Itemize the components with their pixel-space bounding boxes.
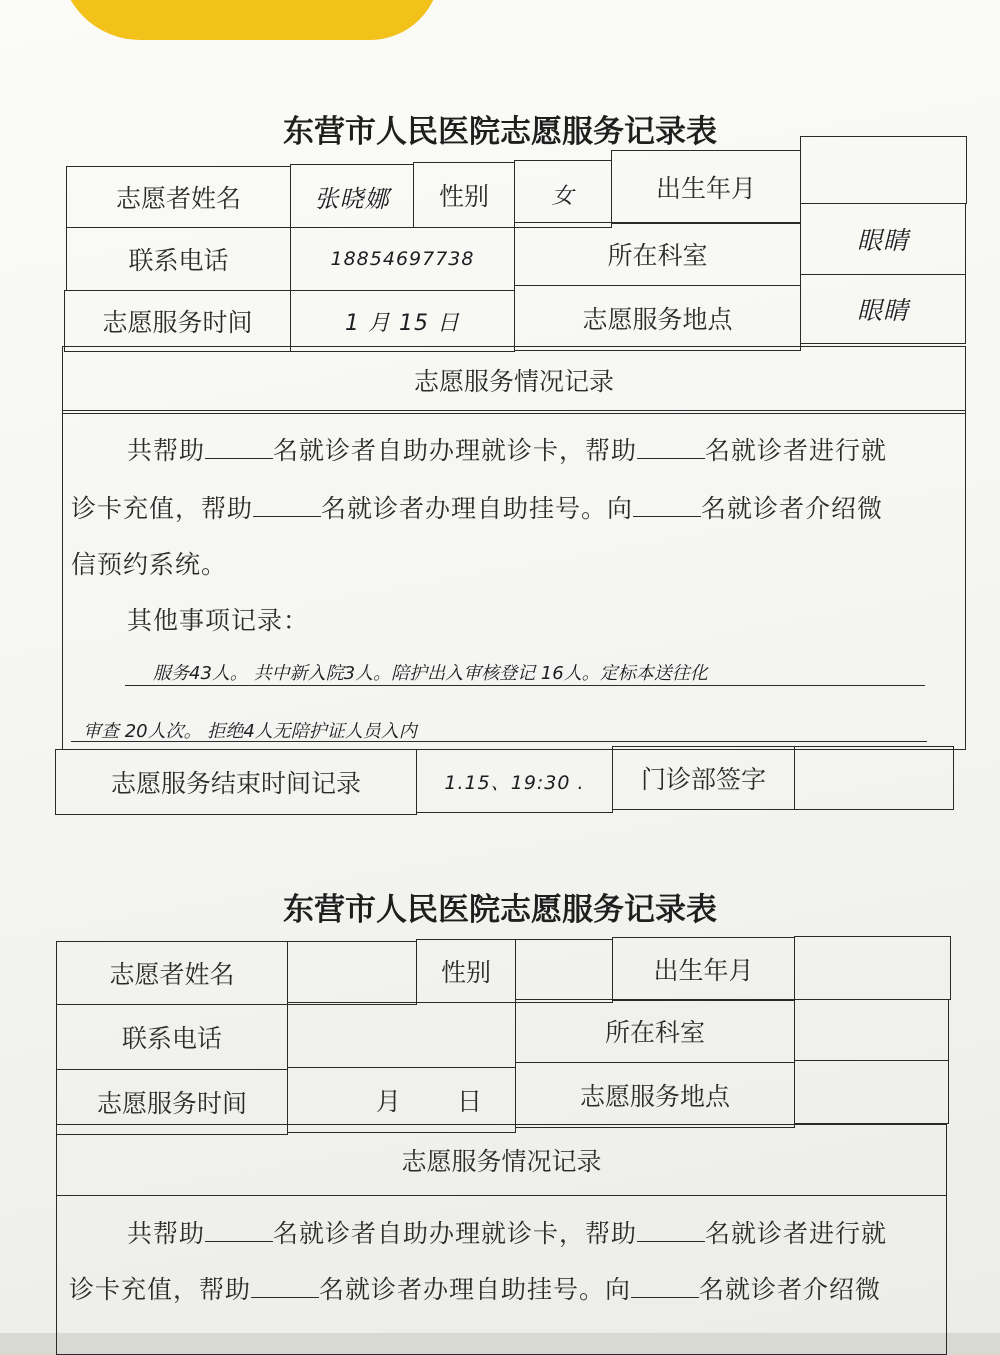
blank-field[interactable] bbox=[631, 1272, 699, 1298]
form2-title: 东营市人民医院志愿服务记录表 bbox=[283, 892, 717, 928]
blank-field[interactable] bbox=[251, 1272, 319, 1298]
form2-place-label: 志愿服务地点 bbox=[515, 1062, 795, 1128]
form2-birth-value[interactable] bbox=[794, 936, 951, 1000]
blank-field[interactable] bbox=[633, 491, 701, 517]
form1-phone-value: 18854697738 bbox=[290, 227, 515, 291]
form2-phone-value[interactable] bbox=[287, 1002, 516, 1068]
form2-name-label: 志愿者姓名 bbox=[56, 941, 288, 1005]
form1-sign-label: 门诊部签字 bbox=[612, 746, 795, 810]
form2-name-value[interactable] bbox=[287, 941, 417, 1005]
form1-birth-value bbox=[800, 136, 967, 204]
form2-line2-a: 诊卡充值，帮助 bbox=[69, 1275, 252, 1304]
form2-line1 bbox=[127, 1214, 887, 1250]
form1-record-body bbox=[62, 410, 966, 750]
form1-dept-label: 所在科室 bbox=[514, 222, 801, 286]
form1-line2-b: 名就诊者办理自助挂号。向 bbox=[321, 494, 634, 523]
form2-dept-value[interactable] bbox=[794, 999, 949, 1061]
form2-gender-value[interactable] bbox=[515, 939, 613, 1003]
form2-dept-label: 所在科室 bbox=[515, 999, 795, 1063]
blank-field[interactable] bbox=[253, 491, 321, 517]
form1-gender-label: 性别 bbox=[413, 162, 515, 228]
form2-record-header: 志愿服务情况记录 bbox=[56, 1124, 947, 1196]
form1-line2-a: 诊卡充值，帮助 bbox=[71, 494, 254, 523]
blank-field[interactable] bbox=[637, 433, 705, 459]
form2-phone-label: 联系电话 bbox=[56, 1004, 288, 1070]
form1-title: 东营市人民医院志愿服务记录表 bbox=[283, 114, 717, 150]
form1-phone-label: 联系电话 bbox=[66, 227, 291, 291]
form1-end-label: 志愿服务结束时间记录 bbox=[55, 749, 417, 815]
blank-field[interactable] bbox=[205, 1216, 273, 1242]
form1-line2 bbox=[71, 489, 883, 525]
form2-time-month: 月 bbox=[376, 1087, 402, 1116]
form1-line2-c: 名就诊者介绍微 bbox=[701, 494, 884, 523]
form1-other-note1: 服务43人。 共中新入院3人。陪护出入审核登记 16人。定标本送往化 bbox=[153, 663, 708, 684]
form1-name-label: 志愿者姓名 bbox=[66, 166, 291, 228]
form2-time-day: 日 bbox=[457, 1087, 483, 1116]
form1-dept-value: 眼睛 bbox=[800, 203, 966, 275]
blank-field[interactable] bbox=[637, 1216, 705, 1242]
form2-line2-b: 名就诊者办理自助挂号。向 bbox=[319, 1275, 632, 1304]
form1-line1 bbox=[127, 431, 887, 467]
form1-time-value: 1 月 15 日 bbox=[290, 290, 515, 352]
form1-record-header: 志愿服务情况记录 bbox=[62, 346, 966, 414]
note-underline bbox=[125, 685, 925, 686]
form1-sign-value bbox=[794, 746, 954, 810]
form1-line1-a: 共帮助 bbox=[127, 436, 206, 465]
form2-line2-c: 名就诊者介绍微 bbox=[699, 1275, 882, 1304]
form1-other-label: 其他事项记录： bbox=[127, 606, 310, 635]
form2-birth-label: 出生年月 bbox=[612, 937, 795, 1001]
form1-place-value: 眼睛 bbox=[800, 274, 966, 344]
form1-time-label: 志愿服务时间 bbox=[64, 290, 291, 352]
form2-line1-a: 共帮助 bbox=[127, 1219, 206, 1248]
form1-gender-value: 女 bbox=[514, 160, 612, 228]
form2-line2 bbox=[69, 1270, 881, 1306]
form1-name-value: 张晓娜 bbox=[290, 164, 414, 228]
form2-time-label: 志愿服务时间 bbox=[56, 1069, 288, 1135]
blank-field[interactable] bbox=[205, 433, 273, 459]
form1-line1-c: 名就诊者进行就 bbox=[705, 436, 888, 465]
form1-birth-label: 出生年月 bbox=[611, 150, 801, 224]
yellow-decoration bbox=[60, 0, 440, 40]
form2-record-body bbox=[56, 1195, 947, 1355]
note-underline bbox=[71, 741, 927, 742]
form1-line3: 信预约系统。 bbox=[71, 550, 228, 579]
form2-place-value[interactable] bbox=[794, 1060, 949, 1124]
form2-line1-c: 名就诊者进行就 bbox=[705, 1219, 888, 1248]
form1-end-value: 1.15、19:30 . bbox=[416, 749, 613, 813]
form2-gender-label: 性别 bbox=[416, 939, 516, 1003]
form1-line1-b: 名就诊者自助办理就诊卡，帮助 bbox=[273, 436, 638, 465]
form1-other-note2: 审查 20人次。 拒绝4人无陪护证人员入内 bbox=[83, 721, 417, 742]
form1-place-label: 志愿服务地点 bbox=[514, 285, 801, 351]
form2-line1-b: 名就诊者自助办理就诊卡，帮助 bbox=[273, 1219, 638, 1248]
